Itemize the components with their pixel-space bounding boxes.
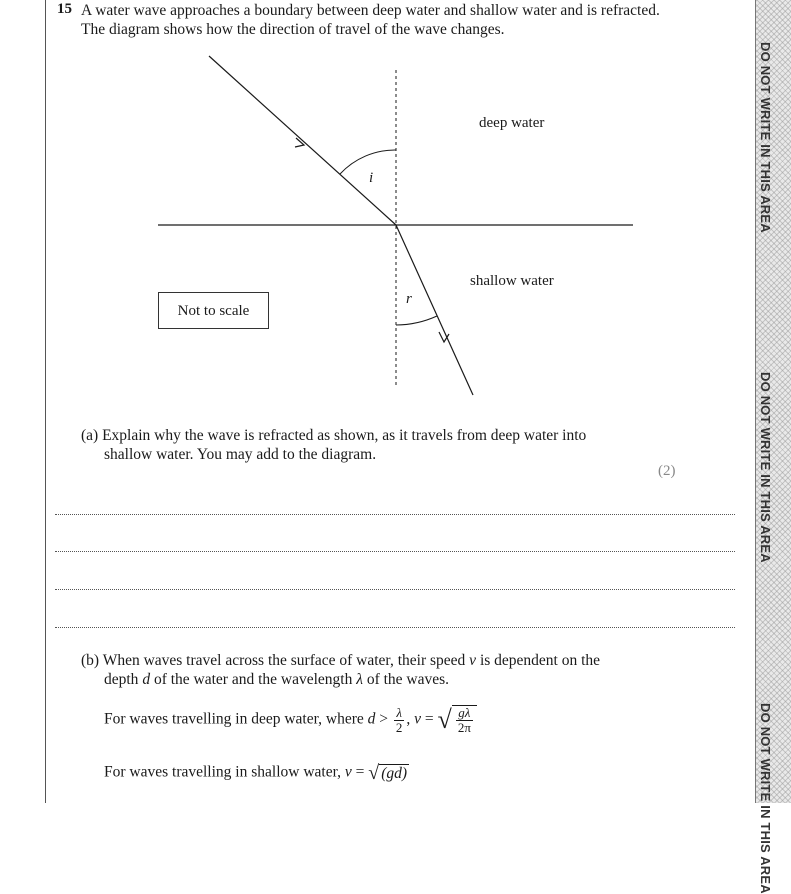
not-to-scale-box: Not to scale xyxy=(158,292,269,329)
angle-i-label: i xyxy=(369,170,374,186)
answer-line-4[interactable] xyxy=(55,627,735,628)
refraction-diagram xyxy=(0,0,755,420)
incidence-angle-arc xyxy=(340,150,396,174)
shallow-water-formula xyxy=(104,763,409,783)
part-b-question xyxy=(81,651,681,689)
deep-water-label: deep water xyxy=(479,115,545,131)
deep-v: v xyxy=(414,710,422,728)
refracted-arrow-icon xyxy=(439,332,449,342)
part-a-label: (a) xyxy=(81,427,99,444)
deep-condition-var: d xyxy=(367,710,376,728)
g-lambda-over-2pi-fraction: $\frac{g\lambda}{2\pi}$ xyxy=(457,705,471,735)
question-number: 15 xyxy=(57,1,72,17)
part-a-marks: (2) xyxy=(658,463,676,479)
do-not-write-label-middle: DO NOT WRITE IN THIS AREA xyxy=(758,372,773,563)
refracted-ray xyxy=(396,225,473,395)
shallow-v: v xyxy=(344,763,352,781)
shallow-sqrt: √ (gd) xyxy=(368,762,408,784)
incident-arrow-icon xyxy=(295,138,304,147)
answer-line-1[interactable] xyxy=(55,514,735,515)
part-b-line2-a: depth xyxy=(104,671,143,688)
answer-line-2[interactable] xyxy=(55,551,735,552)
do-not-write-label-top: DO NOT WRITE IN THIS AREA xyxy=(758,42,773,233)
do-not-write-label-bottom: DO NOT WRITE IN THIS AREA xyxy=(758,703,773,894)
angle-r-label: r xyxy=(406,291,412,307)
deep-formula-prefix: For waves travelling in deep water, where xyxy=(104,710,368,728)
incident-ray xyxy=(209,56,396,225)
part-a-question xyxy=(81,426,641,464)
deep-water-formula xyxy=(104,705,477,735)
question-stem: A water wave approaches a boundary between deep water and shallow water and is refracted. The diagram shows how the direction of travel of the wave changes. xyxy=(81,2,660,38)
part-b-line2-c: of the waves. xyxy=(362,671,450,688)
deep-sep: , xyxy=(406,710,415,728)
part-b-line2-b: of the water and the wavelength xyxy=(150,671,357,688)
shallow-eq: = xyxy=(351,763,369,781)
part-b-line1-b: is dependent on the xyxy=(476,652,601,669)
refraction-angle-arc xyxy=(396,316,437,325)
deep-condition-op: > xyxy=(375,710,392,728)
lambda-over-two-fraction: $\frac{\lambda}{2}$ xyxy=(395,704,403,735)
answer-line-3[interactable] xyxy=(55,589,735,590)
deep-sqrt: √ $\frac{g\lambda}{2\pi}$ xyxy=(438,705,477,735)
shallow-water-label: shallow water xyxy=(470,273,554,289)
part-a-line1: Explain why the wave is refracted as shown, as it travels from deep water into xyxy=(102,427,587,444)
part-b-var-d: d xyxy=(142,671,151,688)
shallow-formula-prefix: For waves travelling in shallow water, xyxy=(104,763,345,781)
part-a-line2: shallow water. You may add to the diagram. xyxy=(104,446,377,463)
deep-eq: = xyxy=(421,710,438,728)
part-b-var-v: v xyxy=(469,652,477,669)
part-b-label: (b) xyxy=(81,652,100,669)
part-b-line1-a: When waves travel across the surface of water, their speed xyxy=(102,652,470,669)
part-b-var-lambda: λ xyxy=(356,671,363,688)
